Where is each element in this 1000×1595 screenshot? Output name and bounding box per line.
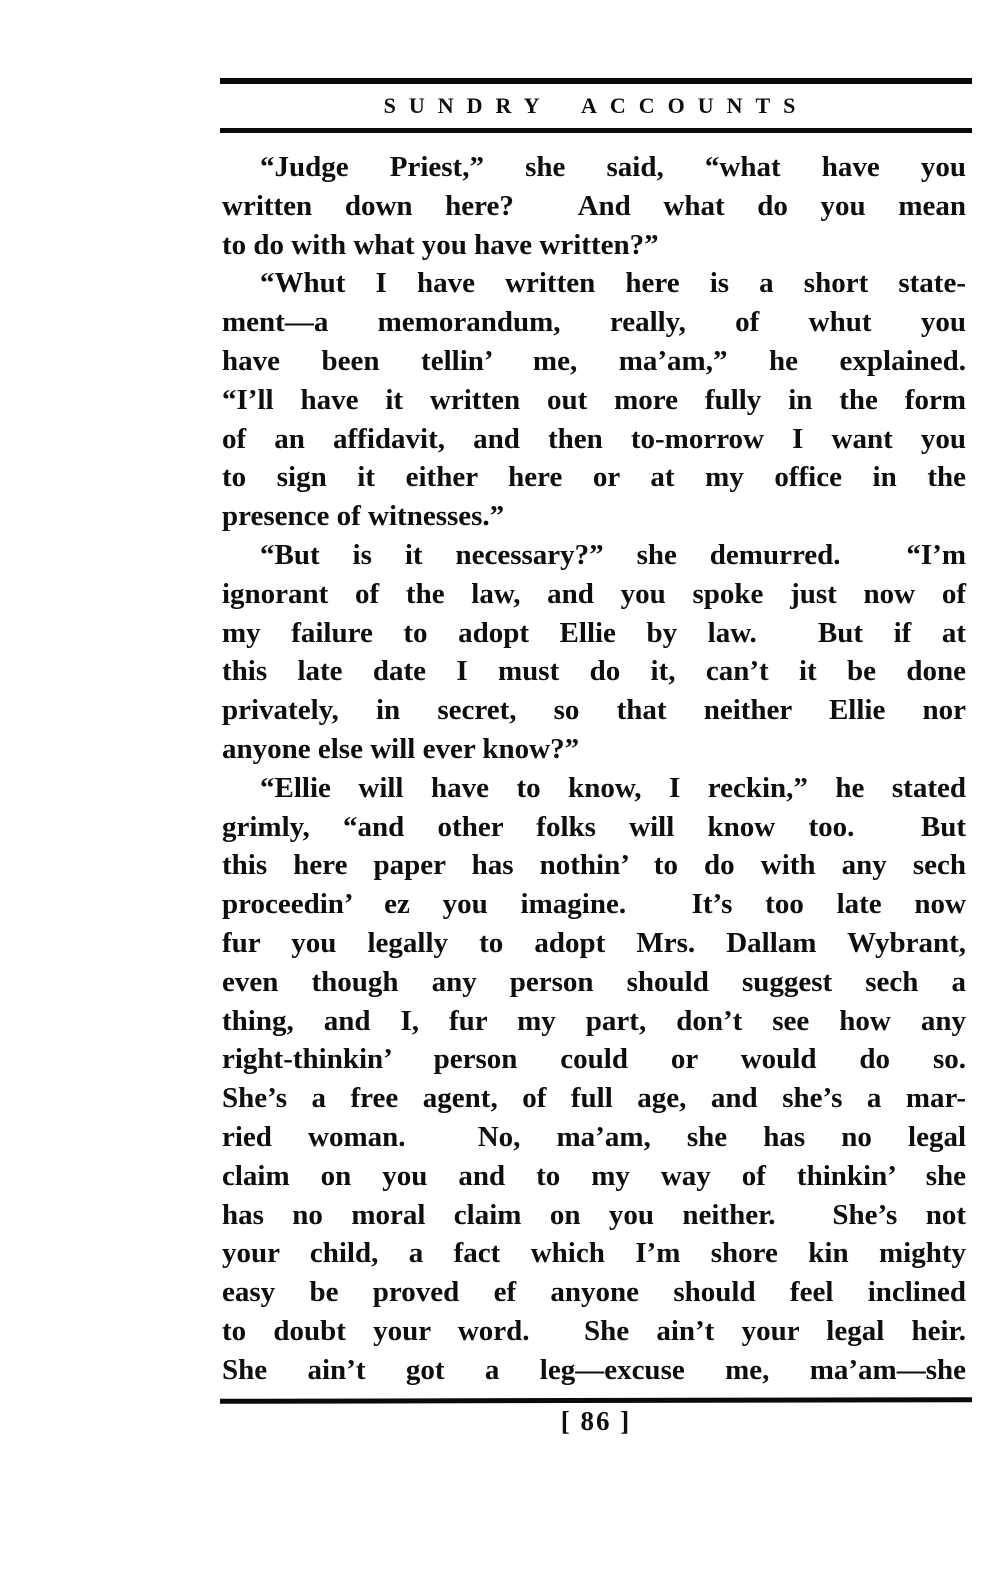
footer-rule [220, 1397, 972, 1404]
text-line: grimly, “and other folks will know too. But [222, 810, 966, 843]
text-line: even though any person should suggest sech a [222, 965, 966, 998]
text-line: this late date I must do it, can’t it be done [222, 655, 966, 688]
text-line: to doubt your word. She ain’t your legal heir. [222, 1314, 966, 1347]
text-line: “Judge Priest,” she said, “what have you [260, 151, 966, 183]
text-line: easy be proved ef anyone should feel inclined [222, 1276, 966, 1309]
header-rule-bottom [220, 128, 972, 133]
text-line: to sign it either here or at my office in the [222, 461, 966, 494]
text-line: thing, and I, fur my part, don’t see how any [222, 1004, 966, 1037]
text-line: She ain’t got a leg—excuse me, ma’am—she [222, 1353, 966, 1386]
text-line: claim on you and to my way of thinkin’ she [222, 1159, 966, 1192]
page-number: [ 86 ] [560, 1406, 632, 1436]
text-line: privately, in secret, so that neither Ellie nor [222, 694, 966, 727]
text-line: of an affidavit, and then to-morrow I want you [222, 422, 966, 455]
text-line: “Whut I have written here is a short state- [260, 267, 966, 300]
text-line: ried woman. No, ma’am, she has no legal [222, 1120, 966, 1153]
text-line: anyone else will ever know?” [222, 732, 580, 765]
text-line: She’s a free agent, of full age, and she’s a mar- [222, 1082, 966, 1115]
running-header-title: SUNDRY ACCOUNTS [383, 93, 809, 118]
text-line: ment—a memorandum, really, of whut you [222, 306, 966, 339]
text-line: fur you legally to adopt Mrs. Dallam Wybrant, [222, 926, 966, 959]
text-line: “Ellie will have to know, I reckin,” he stated [260, 771, 966, 804]
text-line: this here paper has nothin’ to do with any sech [222, 849, 966, 882]
text-line: have been tellin’ me, ma’am,” he explained. [222, 344, 966, 377]
text-line: “But is it necessary?” she demurred. “I’m [260, 538, 966, 571]
text-line: written down here? And what do you mean [222, 189, 966, 222]
text-line: has no moral claim on you neither. She’s not [222, 1198, 966, 1231]
text-line: “I’ll have it written out more fully in the form [222, 383, 966, 416]
text-line: ignorant of the law, and you spoke just now of [222, 577, 966, 610]
text-line: your child, a fact which I’m shore kin mighty [222, 1237, 966, 1270]
text-line: right-thinkin’ person could or would do so. [222, 1043, 966, 1076]
text-line: proceedin’ ez you imagine. It’s too late now [222, 888, 966, 921]
text-block [222, 148, 966, 1390]
text-line: to do with what you have written?” [222, 228, 659, 261]
text-line: my failure to adopt Ellie by law. But if at [222, 616, 966, 649]
text-line: presence of witnesses.” [222, 500, 505, 533]
